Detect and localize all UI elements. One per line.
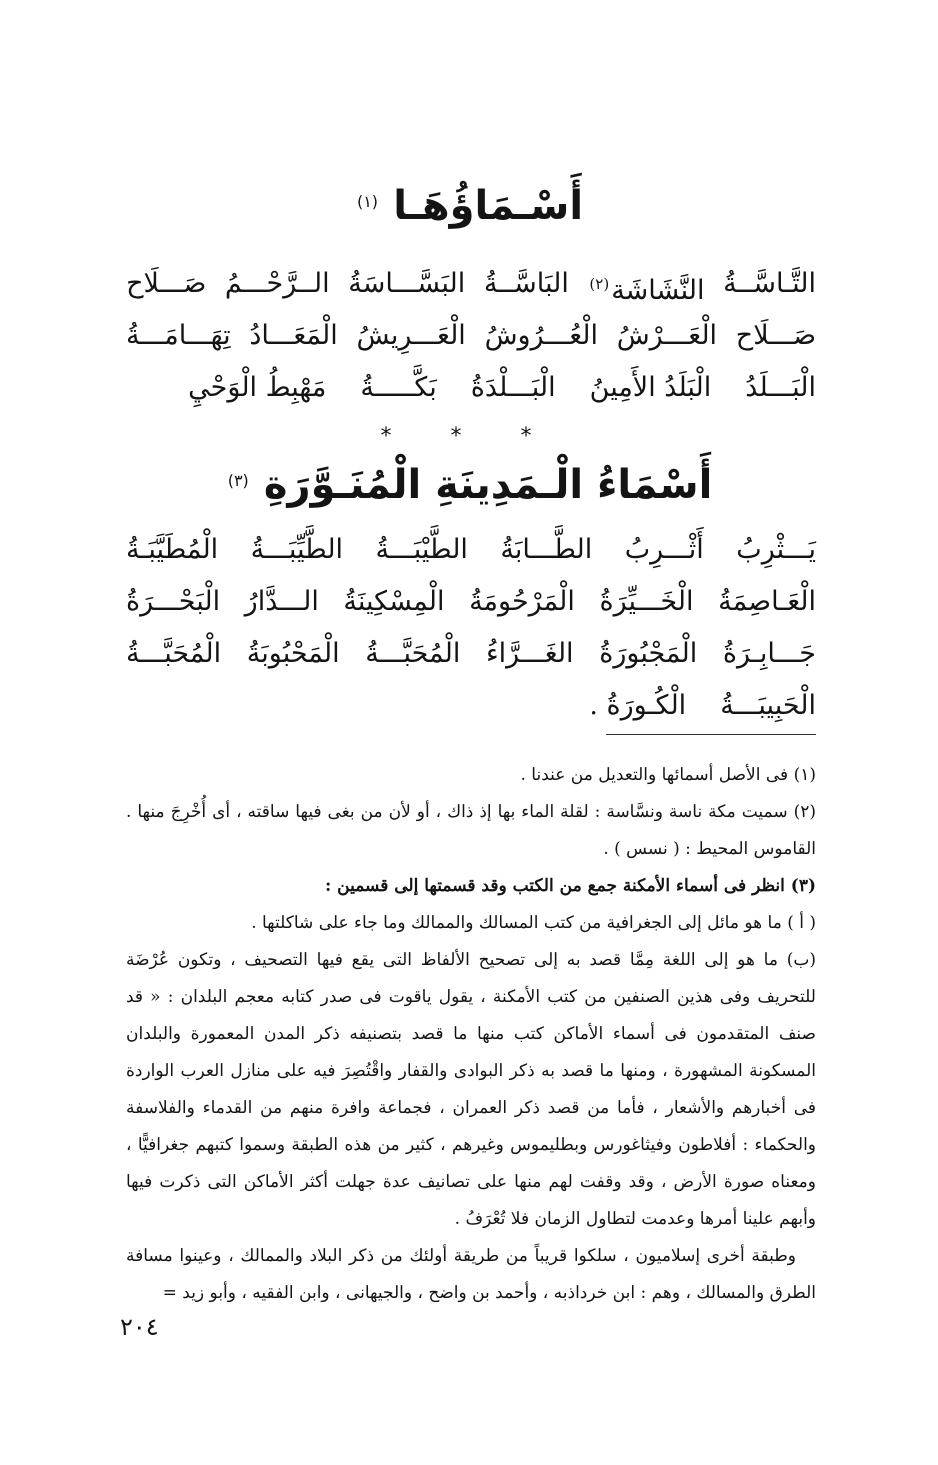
name-word: الْبَحْـــرَةُ <box>126 586 221 617</box>
name-word: الْحَبِيبَـــةُ <box>720 690 816 721</box>
names-line <box>126 258 816 310</box>
section-title-madinah-names <box>120 462 820 508</box>
name-word: الْعَـــرِيشُ <box>356 320 466 351</box>
footnote-separator-rule <box>606 734 816 735</box>
names-line <box>126 362 816 414</box>
name-word: صَـــلَاح <box>735 320 816 351</box>
name-word: الْمَعَـــادُ <box>249 320 338 351</box>
footnote-marker: (١) <box>356 192 379 212</box>
name-word: الْبَـــلَدُ <box>745 372 816 403</box>
name-word: تِهَـــامَـــةُ <box>126 320 231 351</box>
name-word: الطَّيْبَـــةُ <box>375 534 468 565</box>
name-word: الطَّـــابَةُ <box>500 534 593 565</box>
footnote-marker: (٢) <box>589 275 610 293</box>
name-word: الْخَـــيِّرَةُ <box>599 586 694 617</box>
footnote-2: (٢) سميت مكة ناسة ونسَّاسة : لقلة الماء بها إذ ذاك ، أو لأن من بغى فيها ساقته ، أى أُخْرِجَ منها . القاموس المحيط : ( نسس ) . <box>126 802 816 859</box>
name-word: الْمِسْكِينَةُ <box>343 586 445 617</box>
name-word: البَسَّـــاسَةُ <box>348 268 466 299</box>
name-word: الـــدَّارُ <box>244 586 319 617</box>
name-word: أَثْـــرِبُ <box>624 534 704 565</box>
name-word: صَـــلَاح <box>126 268 207 299</box>
name-word: الْبَـــلْدَةُ <box>470 372 556 403</box>
section-divider-stars: * * * <box>380 424 558 449</box>
name-word: الْعَـــرْشُ <box>616 320 718 351</box>
footnotes <box>126 757 816 1312</box>
names-line <box>126 310 816 362</box>
name-word: جَـــابِـرَةُ <box>722 638 816 669</box>
name-word: الغَـــرَّاءُ <box>485 638 574 669</box>
name-word: الْمُطَيَّبَـةُ <box>126 534 219 565</box>
footnote-3b: (ب) ما هو إلى اللغة مِمَّا قصد به إلى تصحيح الألفاظ التى يقع فيها التصحيف ، وتكون عُرْضَة للتحريف وفى هذين الصنفين من كتب الأمكنة ، يقول ياقوت فى صدر كتابه معجم البلدان : « قد صنف المتقدمون فى أسماء الأماكن كتب منها ما قصد بتصنيفه ذكر المدن المعمورة والبلدان المسكونة المشهورة ، ومنها ما قصد به ذكر البوادى والقفار واقْتُصِرَ فيه على منازل العرب الواردة فى أخبارهم والأشعار ، فأما من قصد ذكر العمران ، فجماعة وافرة منهم من القدماء والفلاسفة والحكماء : أفلاطون وفيثاغورس وبطليموس وغيرهم ، كثير من هذه الطبقة وسموا كتبهم جغرافيًّا ، ومعناه صورة الأرض ، وقد وقفت لهم منها على تصانيف عدة جهلت أكثر الأماكن التى ذكرت فيها وأبهم علينا أمرها وعدمت لتطاول الزمان فلا تُعْرَفُ . <box>126 950 816 1229</box>
name-word: التَّـاسَّــةُ <box>723 268 816 299</box>
name-word: الْمَرْحُومَةُ <box>469 586 575 617</box>
makkah-names-list <box>126 258 816 414</box>
footnote-marker: (٣) <box>227 471 249 491</box>
footnote-3b-continued: وطبقة أخرى إسلاميون ، سلكوا قريباً من طريقة أولئك من ذكر البلاد والممالك ، وعينوا مسافة الطرق والمسالك ، وهم : ابن خرداذبه ، وأحمد بن واضح ، والجيهانى ، وابن الفقيه ، وأبو زيد = <box>126 1246 816 1303</box>
name-word <box>587 258 704 310</box>
name-word: الْعَـاصِمَةُ <box>718 586 816 617</box>
name-word: مَهْبِطُ الْوَحْيِ <box>188 372 327 403</box>
madinah-names-list <box>126 524 816 732</box>
section-title-text: أَسْـمَاؤُهَـا <box>393 183 584 229</box>
name-word: الْمُحَبَّـــةُ <box>126 638 222 669</box>
footnote-1: (١) فى الأصل أسمائها والتعديل من عندنا . <box>520 765 816 785</box>
page-number: ٢٠٤ <box>120 1313 159 1341</box>
names-line <box>126 680 816 732</box>
names-line <box>126 576 816 628</box>
name-word: الْعُـــرُوشُ <box>484 320 598 351</box>
name-word: الْبَلَدُ الأَمِينُ <box>589 372 712 403</box>
footnote-3a: ( أ ) ما هو مائل إلى الجغرافية من كتب المسالك والممالك وما جاء على شاكلتها . <box>251 913 816 933</box>
name-word: الطَّيِّبَـــةُ <box>250 534 344 565</box>
name-word: بَكَّـــــةُ <box>360 372 437 403</box>
name-word: الْكُـورَةُ . <box>589 690 687 721</box>
name-word: البَاسَّــةُ <box>483 268 569 299</box>
name-word: الْمَجْبُورَةُ <box>599 638 698 669</box>
name-word: الــرَّحْـــمُ <box>224 268 330 299</box>
names-line <box>126 628 816 680</box>
name-word: يَـــثْرِبُ <box>736 534 816 565</box>
names-line <box>126 524 816 576</box>
name-word: الْمُحَبَّـــةُ <box>365 638 461 669</box>
name-word-text: النَّشَاشَة <box>611 275 705 306</box>
section-title-text: أَسْمَاءُ الْـمَدِينَةِ الْمُنَـوَّرَةِ <box>263 462 713 508</box>
section-title-makkah-names <box>120 183 820 229</box>
footnote-3: (٣) انظر فى أسماء الأمكنة جمع من الكتب وقد قسمتها إلى قسمين : <box>324 876 816 896</box>
name-word: الْمَحْبُوبَةُ <box>246 638 340 669</box>
